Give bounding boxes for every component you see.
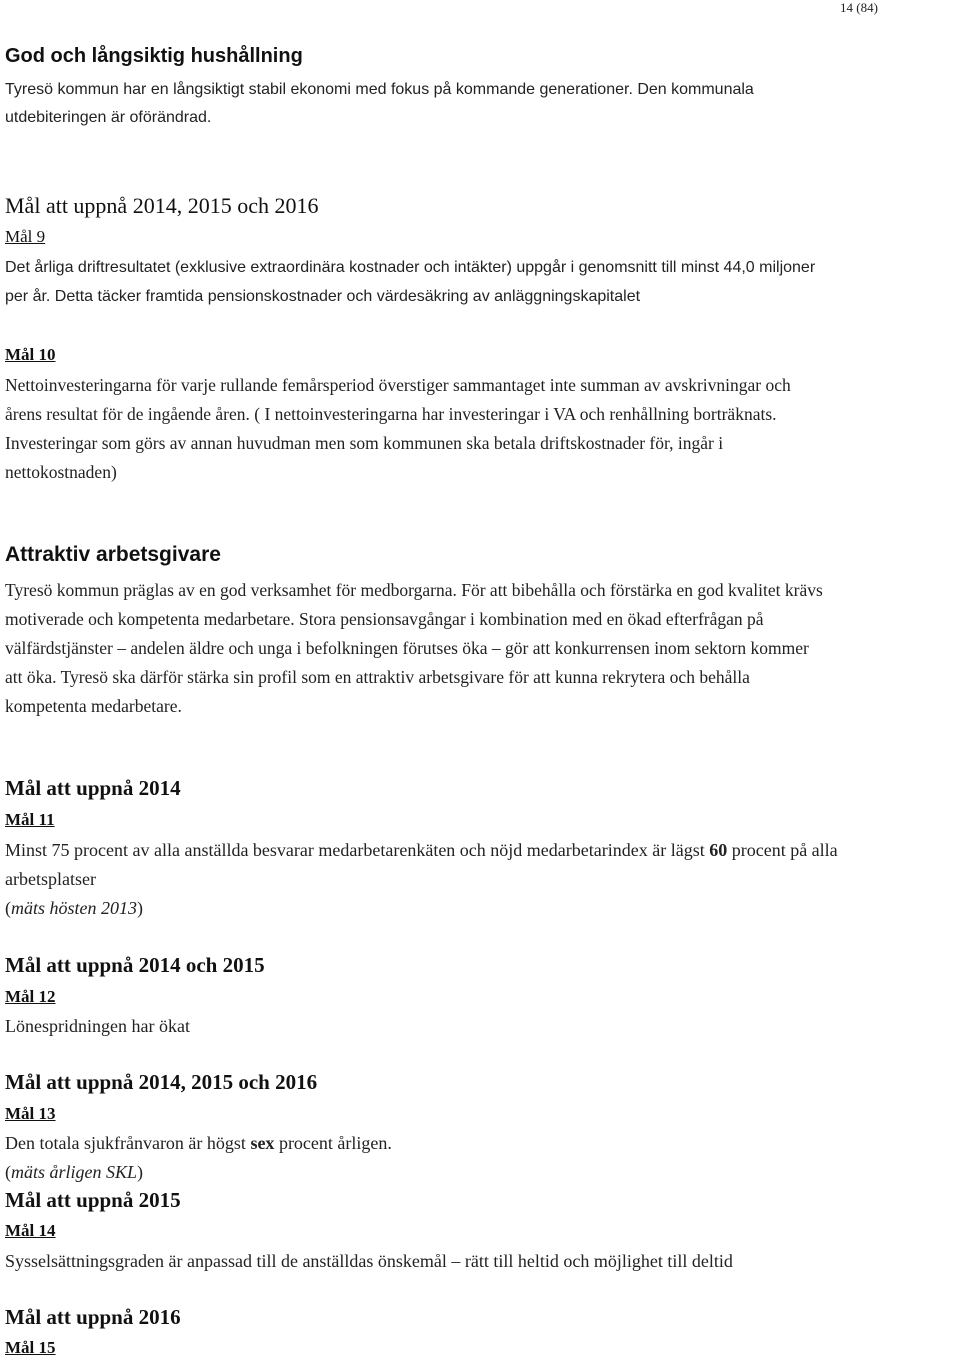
goal-period-heading: Mål att uppnå 2014 — [5, 776, 181, 800]
goal-10-text: nettokostnaden) — [5, 462, 117, 482]
section-heading-hushallning: God och långsiktig hushållning — [5, 45, 303, 67]
goal-15-label: Mål 15 — [5, 1338, 56, 1357]
goal-11-text-part: procent på alla — [727, 840, 838, 860]
goal-10-text: Nettoinvesteringarna för varje rullande femårsperiod överstiger sammantaget inte summan av avskrivningar och — [5, 375, 791, 395]
note-paren: ( — [5, 1162, 11, 1182]
goal-period-heading: Mål att uppnå 2014, 2015 och 2016 — [5, 1070, 318, 1094]
goal-13-text-part: procent årligen. — [274, 1133, 392, 1153]
note-paren: ( — [5, 898, 11, 918]
note-text: mäts årligen SKL — [11, 1162, 138, 1182]
goal-13-text-part: Den totala sjukfrånvaron är högst — [5, 1133, 251, 1153]
goal-11-value: 60 — [709, 840, 728, 860]
goal-period-heading: Mål att uppnå 2015 — [5, 1188, 181, 1212]
paragraph-line: att öka. Tyresö ska därför stärka sin profil som en attraktiv arbetsgivare för att kunna rekrytera och behålla — [5, 667, 750, 687]
note-paren: ) — [137, 898, 143, 918]
paragraph-line: Tyresö kommun har en långsiktigt stabil ekonomi med fokus på kommande generationer. Den kommunala — [5, 81, 754, 98]
goal-10-text: Investeringar som görs av annan huvudman men som kommunen ska betala driftskostnader för, ingår i — [5, 433, 724, 453]
goal-13-note — [5, 1162, 143, 1183]
goal-10-label: Mål 10 — [5, 345, 56, 364]
goal-14-label: Mål 14 — [5, 1221, 56, 1240]
goal-11-text — [5, 840, 838, 861]
note-text: mäts hösten 2013 — [11, 898, 137, 918]
paragraph-line: motiverade och kompetenta medarbetare. Stora pensionsavgångar i kombination med en ökad efterfrågan på — [5, 609, 764, 629]
section-heading-attraktiv-arbetsgivare: Attraktiv arbetsgivare — [5, 543, 221, 566]
goal-9-text: Det årliga driftresultatet (exklusive extraordinära kostnader och intäkter) uppgår i genomsnitt till minst 44,0 miljoner — [5, 259, 816, 276]
goal-period-heading: Mål att uppnå 2014, 2015 och 2016 — [5, 193, 319, 218]
goal-12-text: Lönespridningen har ökat — [5, 1016, 190, 1036]
goal-11-text: arbetsplatser — [5, 869, 96, 889]
goal-10-text: årens resultat för de ingående åren. ( I nettoinvesteringarna har investeringar i VA och renhållning borträknats. — [5, 404, 777, 424]
goal-11-label: Mål 11 — [5, 810, 55, 829]
paragraph-line: välfärdstjänster – andelen äldre och unga i befolkningen förutses öka – gör att konkurrensen inom sektorn kommer — [5, 638, 809, 658]
paragraph-line: kompetenta medarbetare. — [5, 696, 182, 716]
paragraph-line: Tyresö kommun präglas av en god verksamhet för medborgarna. För att bibehålla och förstärka en god kvalitet krävs — [5, 580, 823, 600]
goal-9-text: per år. Detta täcker framtida pensionskostnader och värdesäkring av anläggningskapitalet — [5, 288, 641, 305]
goal-period-heading: Mål att uppnå 2016 — [5, 1305, 181, 1329]
goal-14-text: Sysselsättningsgraden är anpassad till de anställdas önskemål – rätt till heltid och möjlighet till deltid — [5, 1251, 733, 1271]
goal-13-label: Mål 13 — [5, 1104, 56, 1123]
note-paren: ) — [137, 1162, 144, 1182]
goal-11-text-part: Minst 75 procent av alla anställda besvarar medarbetarenkäten och nöjd medarbetarindex är lägst — [5, 840, 710, 860]
goal-11-note — [5, 898, 143, 919]
goal-period-heading: Mål att uppnå 2014 och 2015 — [5, 953, 265, 977]
goal-9-label: Mål 9 — [5, 227, 46, 246]
goal-13-value: sex — [250, 1133, 275, 1153]
paragraph-line: utdebiteringen är oförändrad. — [5, 109, 212, 126]
goal-13-text — [5, 1133, 392, 1154]
goal-12-label: Mål 12 — [5, 987, 56, 1006]
page-number: 14 (84) — [840, 0, 878, 15]
